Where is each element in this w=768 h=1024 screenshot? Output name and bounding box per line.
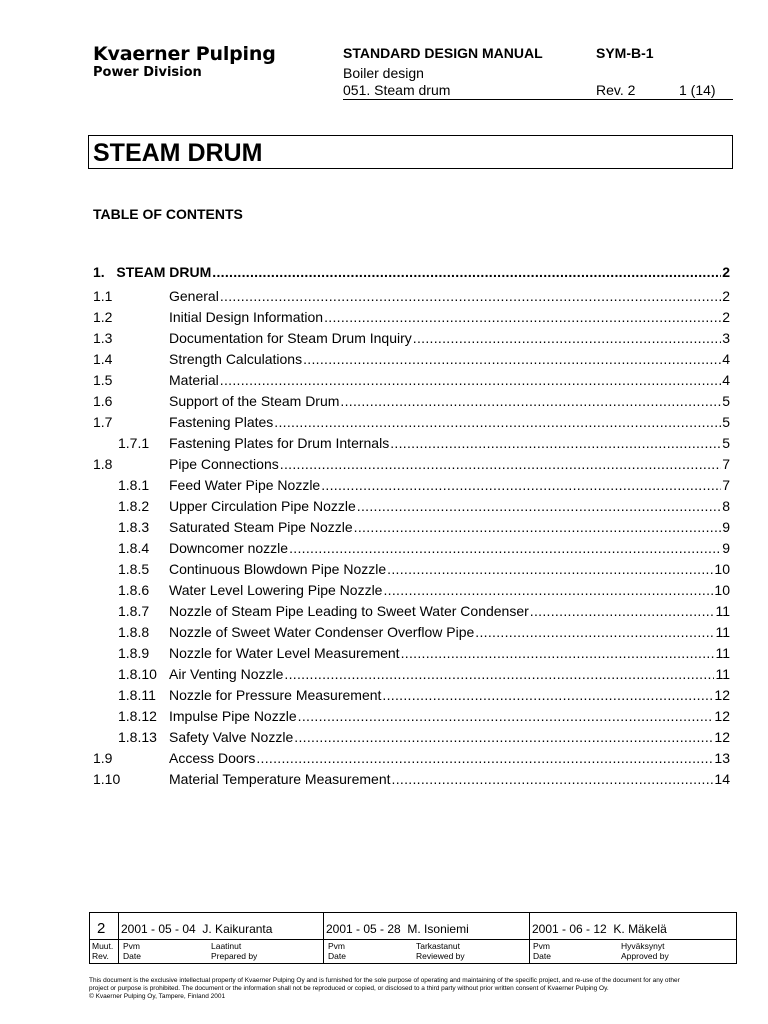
toc-entry[interactable] [93,664,730,684]
toc-entry-number: 1.8 [93,456,113,472]
date-label-en: Date [533,951,551,961]
toc-entry-number: 1.2 [93,309,113,325]
date-label-en: Date [328,951,346,961]
toc-entry-number: 1.8.8 [118,624,150,640]
toc-entry[interactable] [93,748,730,768]
toc-entry[interactable] [93,412,730,432]
toc-entry-title: Continuous Blowdown Pipe Nozzle [169,561,387,577]
company-division: Power Division [93,65,202,80]
toc-entry[interactable] [93,706,730,726]
approved-by-name: K. Mäkelä [613,922,667,936]
toc-entry-page: 5 [722,435,730,451]
toc-entry-number: 1.8.13 [118,729,157,745]
page-number: 1 (14) [679,82,716,98]
toc-entry[interactable] [93,496,730,516]
toc-entry[interactable] [93,286,730,306]
toc-entry-title: Access Doors [169,750,256,766]
toc-entry[interactable] [93,727,730,747]
toc-entry-page: 5 [722,393,730,409]
disclaimer-line: This document is the exclusive intellectual property of Kvaerner Pulping Oy and is furnished for the sole purpose of operating and maintaining of the specific project, and re-use of the document for any other [89,977,680,984]
toc-entry-title: Pipe Connections [169,456,279,472]
toc-leader [401,643,715,663]
toc-entry-title: Documentation for Steam Drum Inquiry [169,330,412,346]
toc-leader [280,454,721,474]
prepared-by-name: J. Kaikuranta [202,922,273,936]
toc-entry-page: 2 [722,264,730,280]
reviewed-by-name: M. Isoniemi [407,922,469,936]
table-divider [90,939,736,940]
toc-leader [530,601,715,621]
toc-entry-page: 12 [714,708,730,724]
toc-entry-number: 1.7.1 [118,435,150,451]
toc-entry-number: 1.3 [93,330,113,346]
disclaimer-line: project or purpose is prohibited. The document or the information shall not be reproduced or copied, or disclosed to a third party without prior written consent of Kvaerner Pulping Oy. [89,985,609,992]
toc-leader [413,328,721,348]
date-label-fi: Pvm [328,941,345,951]
disclaimer [89,977,739,1001]
toc-entry[interactable] [93,433,730,453]
toc-entry-number: 1.10 [93,771,121,787]
manual-title: STANDARD DESIGN MANUAL [343,45,543,61]
toc-entry-number: 1.8.9 [118,645,150,661]
toc-entry-number: 1.8.5 [118,561,150,577]
toc-entry[interactable] [93,328,730,348]
date-label-fi: Pvm [533,941,550,951]
toc-entry[interactable] [93,391,730,411]
prepared-entry [121,922,272,936]
toc-leader [382,685,713,705]
toc-leader [220,286,721,306]
toc-entry-number: 1. [93,264,105,280]
table-divider [118,913,119,963]
toc-entry-title: Water Level Lowering Pipe Nozzle [169,582,383,598]
toc-entry[interactable] [93,349,730,369]
toc-entry-number: 1.8.7 [118,603,150,619]
toc-leader [354,517,722,537]
toc-entry-title: Fastening Plates for Drum Internals [169,435,390,451]
doc-code: SYM-B-1 [596,45,654,61]
company-name: Kvaerner Pulping [93,43,276,65]
company-logo [93,44,276,80]
toc-leader [340,391,721,411]
toc-entry-page: 13 [714,750,730,766]
toc-entry-title: Nozzle of Steam Pipe Leading to Sweet Water Condenser [169,603,529,619]
toc-entry-number: 1.8.6 [118,582,150,598]
toc-entry-title: Downcomer nozzle [169,540,289,556]
toc-leader [256,748,713,768]
reviewed-label-en: Reviewed by [416,951,465,961]
toc-entry[interactable] [93,262,730,282]
copyright-line: © Kvaerner Pulping Oy, Tampere, Finland 2001 [89,993,226,1000]
rev-label-fi: Muut. [92,941,114,951]
toc-heading: TABLE OF CONTENTS [93,206,243,222]
toc-entry[interactable] [93,370,730,390]
table-divider [529,913,530,963]
toc-leader [274,412,721,432]
toc-entry-title: Initial Design Information [169,309,324,325]
title-box [88,135,733,169]
toc-leader [321,475,721,495]
reviewed-date: 2001 - 05 - 28 [326,922,401,936]
revision-table [89,912,737,964]
toc-entry-number: 1.8.10 [118,666,157,682]
toc-entry[interactable] [93,685,730,705]
approved-label-en: Approved by [621,951,669,961]
toc-entry-number: 1.8.11 [118,687,156,703]
toc-entry-number: 1.8.2 [118,498,150,514]
toc-leader [324,307,721,327]
rev-label-en: Rev. [92,951,109,961]
toc-entry-page: 5 [722,414,730,430]
toc-entry-page: 2 [722,309,730,325]
approved-label-fi: Hyväksynyt [621,941,665,951]
toc-entry-number: 1.8.12 [118,708,157,724]
page-title: STEAM DRUM [93,139,263,167]
toc-entry-number: 1.8.4 [118,540,150,556]
toc-entry[interactable] [93,538,730,558]
prepared-label-fi: Laatinut [211,941,242,951]
toc-leader [383,580,713,600]
doc-subject: Boiler design [343,65,424,81]
toc-leader [475,622,714,642]
toc-entry-page: 11 [715,624,730,640]
toc-entry-page: 11 [715,666,730,682]
toc-entry-page: 11 [715,645,730,661]
date-label-en: Date [123,951,141,961]
toc-entry-page: 7 [722,477,730,493]
toc-entry-page: 10 [714,561,730,577]
toc-entry-title: Impulse Pipe Nozzle [169,708,297,724]
reviewed-label-fi: Tarkastanut [416,941,460,951]
toc-entry-number: 1.1 [93,288,113,304]
toc-entry[interactable] [93,517,730,537]
toc-entry-page: 10 [714,582,730,598]
approved-entry [532,922,667,936]
toc-entry-number: 1.7 [93,414,113,430]
toc-leader [392,769,714,789]
reviewed-entry [326,922,469,936]
toc-entry[interactable] [93,307,730,327]
toc-entry-title: Fastening Plates [169,414,274,430]
toc-entry-title: Air Venting Nozzle [169,666,284,682]
toc-entry-page: 9 [722,540,730,556]
toc-entry[interactable] [93,454,730,474]
toc-entry-number: 1.9 [93,750,113,766]
toc-entry-title: Nozzle for Pressure Measurement [169,687,382,703]
toc-entry-page: 2 [722,288,730,304]
toc-entry-title: Upper Circulation Pipe Nozzle [169,498,356,514]
toc-entry-title: Material Temperature Measurement [169,771,391,787]
toc-leader [387,559,713,579]
toc-entry-title: Material [169,372,219,388]
toc-entry-page: 12 [714,729,730,745]
toc-entry-page: 8 [722,498,730,514]
prepared-date: 2001 - 05 - 04 [121,922,196,936]
toc-leader [294,727,713,747]
toc-entry-page: 14 [714,771,730,787]
toc-entry-number: 1.8.1 [118,477,150,493]
toc-leader [298,706,714,726]
toc-entry[interactable] [93,622,730,642]
toc-leader [390,433,721,453]
toc-entry-number: 1.6 [93,393,113,409]
toc-leader [289,538,721,558]
approved-date: 2001 - 06 - 12 [532,922,607,936]
date-label-fi: Pvm [123,941,140,951]
toc-leader [220,370,721,390]
toc-entry-title: General [169,288,219,304]
toc-entry-title: Nozzle for Water Level Measurement [169,645,400,661]
toc-leader [212,262,721,282]
toc-entry-title: Feed Water Pipe Nozzle [169,477,321,493]
toc-entry-page: 4 [722,372,730,388]
toc-entry-title: Saturated Steam Pipe Nozzle [169,519,353,535]
doc-section: 051. Steam drum [343,82,451,98]
prepared-label-en: Prepared by [211,951,258,961]
toc-entry-number: 1.8.3 [118,519,150,535]
header-rule [343,99,733,100]
toc-entry-number: 1.4 [93,351,113,367]
toc-leader [284,664,714,684]
toc-entry-page: 7 [722,456,730,472]
toc-entry-title: Nozzle of Sweet Water Condenser Overflow Pipe [169,624,475,640]
revision-number: 2 [97,920,106,937]
doc-revision: Rev. 2 [596,82,636,98]
toc-entry-page: 12 [714,687,730,703]
table-divider [323,913,324,963]
toc-entry-page: 3 [722,330,730,346]
toc-entry[interactable] [93,601,730,621]
toc-entry[interactable] [93,475,730,495]
toc-entry-title: Support of the Steam Drum [169,393,340,409]
toc-leader [303,349,721,369]
toc-entry-title: Safety Valve Nozzle [169,729,294,745]
toc-entry-title: Strength Calculations [169,351,303,367]
toc-entry[interactable] [93,559,730,579]
toc-entry-title: STEAM DRUM [116,264,212,280]
toc-leader [357,496,721,516]
toc-entry-number: 1.5 [93,372,113,388]
toc-entry[interactable] [93,580,730,600]
toc-entry-page: 4 [722,351,730,367]
toc-entry[interactable] [93,769,730,789]
toc-entry-page: 11 [715,603,730,619]
toc-entry[interactable] [93,643,730,663]
toc-entry-page: 9 [722,519,730,535]
